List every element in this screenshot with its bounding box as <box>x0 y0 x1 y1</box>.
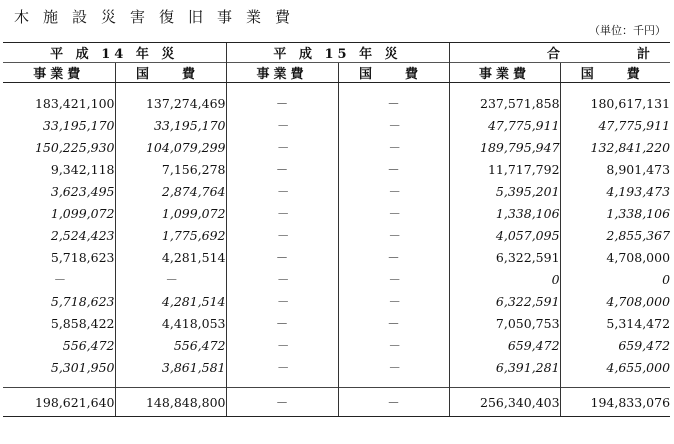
table-cell: 132,841,220 <box>560 136 670 158</box>
table-cell: － <box>338 158 449 180</box>
total-cell: 194,833,076 <box>560 388 670 417</box>
table-cell: － <box>338 224 449 246</box>
table-row <box>3 290 670 312</box>
table-row <box>3 158 670 180</box>
table-cell: 5,718,623 <box>50 293 115 309</box>
col-header-h14-national: 国 費 <box>115 63 226 83</box>
table-cell: 3,623,495 <box>50 183 115 199</box>
table-cell: 47,775,911 <box>560 114 670 136</box>
table-cell: － <box>338 92 449 114</box>
group-header-total-left: 合 <box>449 43 560 63</box>
table-cell: 189,795,947 <box>449 136 560 158</box>
table-cell: 4,418,053 <box>115 312 226 334</box>
table-cell: 6,391,281 <box>449 356 560 378</box>
table-cell: － <box>226 114 338 136</box>
table-cell: 1,338,106 <box>560 202 670 224</box>
table-cell: － <box>226 334 338 356</box>
table-cell: 6,322,591 <box>449 290 560 312</box>
col-header-h15-national: 国 費 <box>338 63 449 83</box>
table-cell: － <box>52 272 65 287</box>
table-cell: 556,472 <box>115 334 226 356</box>
table-cell: 183,421,100 <box>34 95 115 111</box>
table-cell: － <box>226 180 338 202</box>
table-cell: 4,281,514 <box>115 290 226 312</box>
table-cell: － <box>338 268 449 290</box>
group-header-h15: 平 成 15 年 災 <box>226 43 449 63</box>
table-cell: 5,718,623 <box>50 249 115 265</box>
table-row <box>3 246 670 268</box>
table-cell: 47,775,911 <box>449 114 560 136</box>
table-cell: 33,195,170 <box>115 114 226 136</box>
table-cell: － <box>338 136 449 158</box>
table-cell: 4,057,095 <box>449 224 560 246</box>
table-row <box>3 268 670 290</box>
total-cell: 198,621,640 <box>3 388 115 417</box>
table-cell: 6,322,591 <box>449 246 560 268</box>
table-cell: 7,050,753 <box>449 312 560 334</box>
table-row <box>3 312 670 334</box>
table-cell: － <box>338 290 449 312</box>
col-header-h15-cost: 事業費 <box>226 63 338 83</box>
table-cell: 1,099,072 <box>115 202 226 224</box>
table-cell: 4,708,000 <box>560 246 670 268</box>
table-row <box>3 92 670 114</box>
table-cell: 4,193,473 <box>560 180 670 202</box>
table-cell: － <box>226 312 338 334</box>
table-cell: 556,472 <box>62 337 115 353</box>
unit-label: （単位：千円） <box>589 24 666 37</box>
table-cell: － <box>226 268 338 290</box>
table-cell: － <box>226 290 338 312</box>
group-header-total-right: 計 <box>560 43 670 63</box>
table-cell: 2,524,423 <box>50 227 115 243</box>
page-title: 木施設災害復旧事業費 <box>14 8 305 26</box>
table-cell: 0 <box>560 268 670 290</box>
table-cell: 8,901,473 <box>560 158 670 180</box>
total-cell: － <box>338 388 449 417</box>
cost-table <box>3 42 670 417</box>
table-cell: － <box>226 202 338 224</box>
col-header-h14-cost: 事業費 <box>3 63 115 83</box>
table-cell: 5,301,950 <box>50 359 115 375</box>
table-cell: － <box>226 224 338 246</box>
table-cell: 104,079,299 <box>115 136 226 158</box>
table-cell: － <box>226 92 338 114</box>
table-cell: 9,342,118 <box>50 161 115 177</box>
table-row <box>3 224 670 246</box>
table-cell: 5,858,422 <box>50 315 115 331</box>
table-cell: － <box>226 158 338 180</box>
col-header-total-national: 国 費 <box>560 63 670 83</box>
table-row <box>3 334 670 356</box>
table-row <box>3 136 670 158</box>
total-cell: 148,848,800 <box>115 388 226 417</box>
table-cell: 180,617,131 <box>560 92 670 114</box>
table-row <box>3 202 670 224</box>
table-cell: 4,281,514 <box>115 246 226 268</box>
table-cell: － <box>226 246 338 268</box>
table-cell: － <box>115 268 226 290</box>
table-cell: 11,717,792 <box>449 158 560 180</box>
table-cell: 5,395,201 <box>449 180 560 202</box>
table-cell: － <box>338 180 449 202</box>
table-row <box>3 114 670 136</box>
table-cell: 150,225,930 <box>34 139 115 155</box>
table-cell: － <box>338 312 449 334</box>
table-cell: － <box>226 136 338 158</box>
table-cell: － <box>338 356 449 378</box>
table-cell: － <box>338 246 449 268</box>
table-cell: 33,195,170 <box>42 117 115 133</box>
table-cell: 237,571,858 <box>449 92 560 114</box>
table-cell: 0 <box>449 268 560 290</box>
table-row <box>3 356 670 378</box>
table-cell: － <box>338 334 449 356</box>
group-header-h14: 平 成 14 年 災 <box>3 43 226 63</box>
table-cell: 1,099,072 <box>50 205 115 221</box>
table-cell: 5,314,472 <box>560 312 670 334</box>
table-cell: － <box>338 114 449 136</box>
table-cell: 137,274,469 <box>115 92 226 114</box>
table-cell: 659,472 <box>449 334 560 356</box>
table-cell: 4,708,000 <box>560 290 670 312</box>
table-cell: 3,861,581 <box>115 356 226 378</box>
table-cell: 4,655,000 <box>560 356 670 378</box>
table-cell: － <box>338 202 449 224</box>
table-cell: － <box>226 356 338 378</box>
table-cell: 2,855,367 <box>560 224 670 246</box>
table-row <box>3 180 670 202</box>
total-cell: 256,340,403 <box>449 388 560 417</box>
table-cell: 2,874,764 <box>115 180 226 202</box>
table-cell: 1,775,692 <box>115 224 226 246</box>
table-cell: 659,472 <box>560 334 670 356</box>
table-cell: 1,338,106 <box>449 202 560 224</box>
table-cell: 7,156,278 <box>115 158 226 180</box>
total-row <box>3 388 670 417</box>
col-header-total-cost: 事業費 <box>449 63 560 83</box>
total-cell: － <box>226 388 338 417</box>
